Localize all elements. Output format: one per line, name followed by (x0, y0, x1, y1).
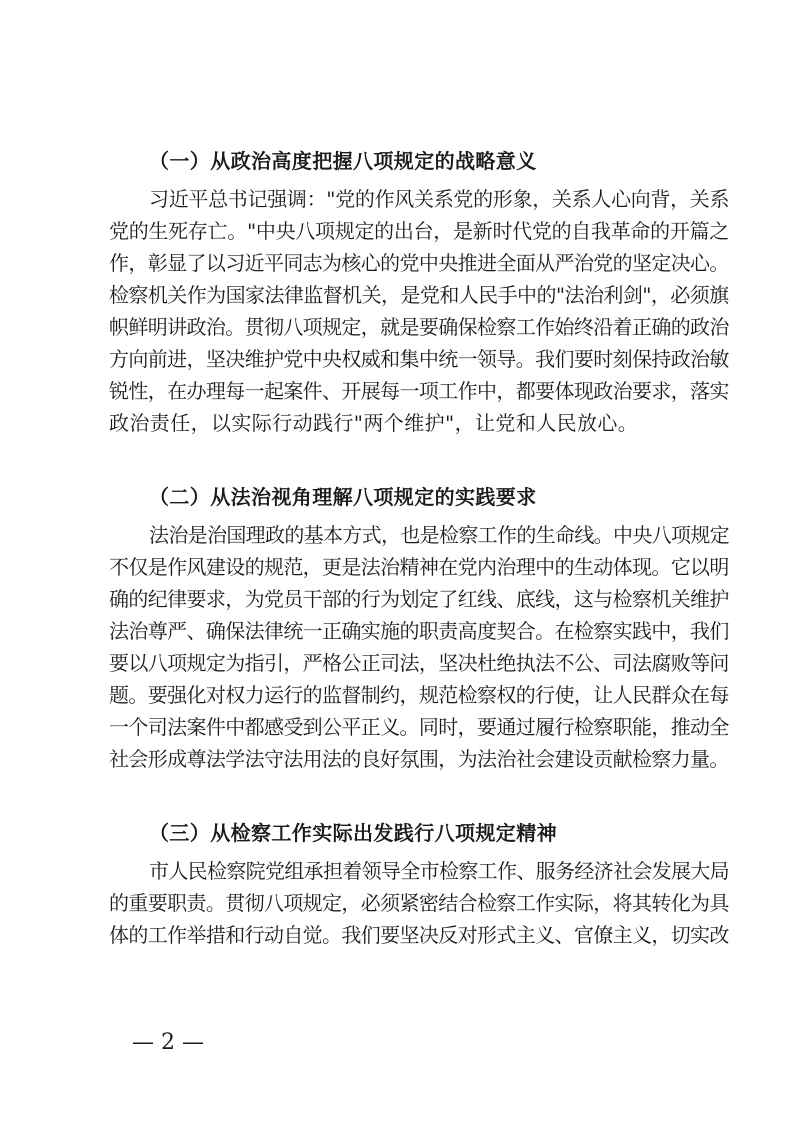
body-line: 方向前进，坚决维护党中央权威和集中统一领导。我们要时刻保持政治敏 (109, 347, 729, 371)
section-3-body (109, 855, 729, 951)
body-line: 党的生死存亡。"中央八项规定的出台，是新时代党的自我革命的开篇之 (109, 219, 729, 243)
body-line: 法治尊严、确保法律统一正确实施的职责高度契合。在检察实践中，我们 (109, 619, 729, 643)
body-line: 一个司法案件中都感受到公平正义。同时，要通过履行检察职能，推动全 (109, 715, 729, 739)
section-3-heading (109, 817, 729, 849)
page-number: — 2 — (132, 1030, 204, 1055)
body-line: 习近平总书记强调："党的作风关系党的形象，关系人心向背，关系 (149, 187, 730, 211)
body-line: 社会形成尊法学法守法用法的良好氛围，为法治社会建设贡献检察力量。 (109, 747, 729, 771)
body-line: 市人民检察院党组承担着领导全市检察工作、服务经济社会发展大局 (149, 859, 729, 883)
body-line: 帜鲜明讲政治。贯彻八项规定，就是要确保检察工作始终沿着正确的政治 (109, 315, 729, 339)
section-1-body (109, 183, 729, 439)
body-line: 检察机关作为国家法律监督机关，是党和人民手中的"法治利剑"，必须旗 (109, 283, 729, 307)
body-line: 锐性，在办理每一起案件、开展每一项工作中，都要体现政治要求，落实 (109, 379, 729, 403)
body-line: 题。要强化对权力运行的监督制约，规范检察权的行使，让人民群众在每 (109, 683, 729, 707)
body-line: 政治责任，以实际行动践行"两个维护"，让党和人民放心。 (109, 411, 639, 435)
body-line: 不仅是作风建设的规范，更是法治精神在党内治理中的生动体现。它以明 (109, 555, 729, 579)
heading-line: （一）从政治高度把握八项规定的战略意义 (149, 149, 537, 173)
body-line: 法治是治国理政的基本方式，也是检察工作的生命线。中央八项规定 (149, 523, 729, 547)
section-2-body (109, 519, 729, 775)
section-1-heading (109, 145, 729, 177)
section-2-heading (109, 481, 729, 513)
heading-line: （二）从法治视角理解八项规定的实践要求 (149, 485, 537, 509)
body-line: 要以八项规定为指引，严格公正司法，坚决杜绝执法不公、司法腐败等问 (109, 651, 729, 675)
body-line: 体的工作举措和行动自觉。我们要坚决反对形式主义、官僚主义，切实改 (109, 923, 729, 947)
body-line: 确的纪律要求，为党员干部的行为划定了红线、底线，这与检察机关维护 (109, 587, 729, 611)
body-line: 的重要职责。贯彻八项规定，必须紧密结合检察工作实际，将其转化为具 (109, 891, 729, 915)
body-line: 作，彰显了以习近平同志为核心的党中央推进全面从严治党的坚定决心。 (109, 251, 729, 275)
heading-line: （三）从检察工作实际出发践行八项规定精神 (149, 821, 557, 845)
